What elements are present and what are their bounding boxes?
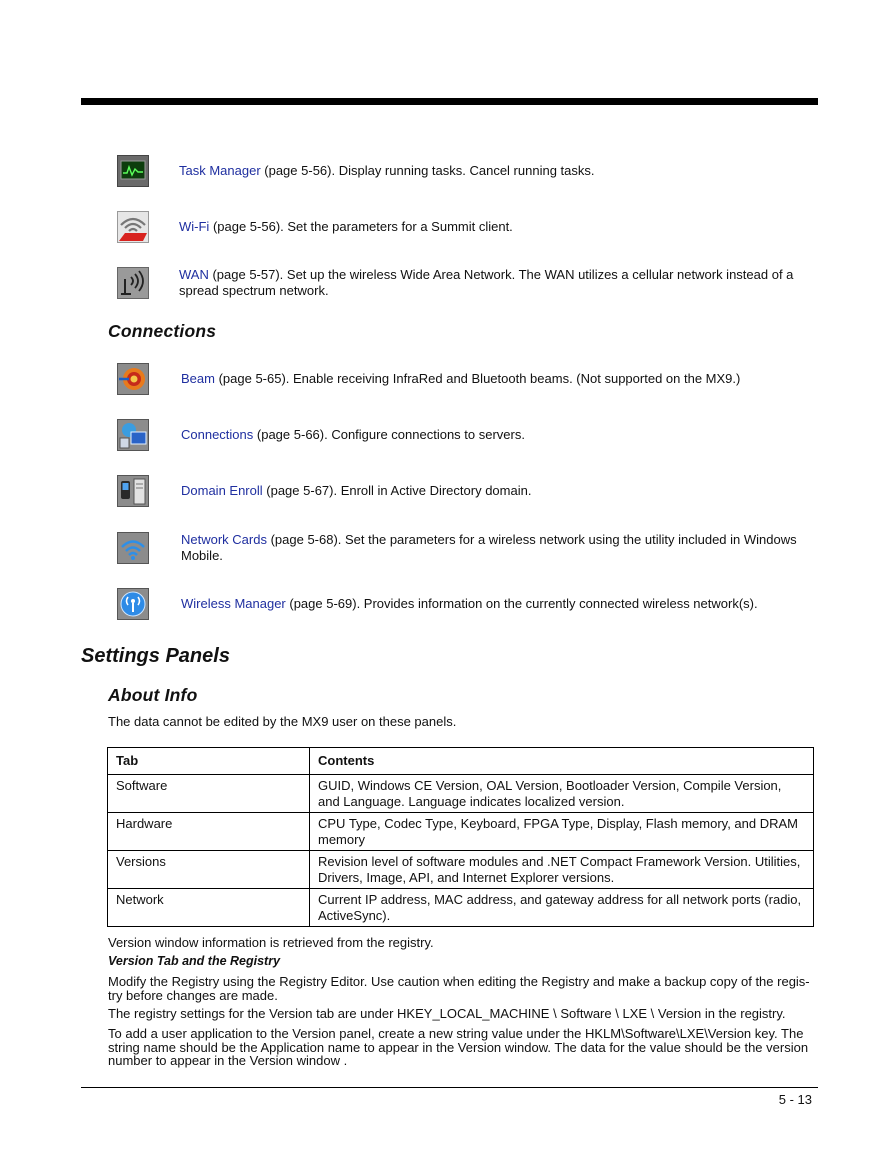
network-cards-link[interactable]: Network Cards (181, 532, 267, 547)
table-header-cell: Contents (310, 748, 814, 775)
table-cell-tab: Software (108, 775, 310, 813)
domain-enroll-icon (117, 475, 149, 507)
list-item-text: Wireless Manager (page 5-69). Provides information on the currently connected wireless network(s). (181, 596, 758, 611)
table-cell-tab: Network (108, 889, 310, 927)
registry-paragraph-2: The registry settings for the Version tab are under HKEY_LOCAL_MACHINE \ Software \ LXE \ Version in the registry. (108, 1006, 786, 1021)
task-manager-link[interactable]: Task Manager (179, 163, 261, 178)
version-info-text: Version window information is retrieved from the registry. (108, 935, 434, 950)
list-item-text: Task Manager (page 5-56). Display running tasks. Cancel running tasks. (179, 163, 595, 178)
table-row (108, 889, 814, 927)
wifi-link[interactable]: Wi-Fi (179, 219, 210, 234)
registry-paragraph-1: Modify the Registry using the Registry Editor. Use caution when editing the Registry and make a backup copy of the regis-try before changes are made. (108, 974, 810, 1003)
beam-link[interactable]: Beam (181, 371, 215, 386)
table-row (108, 813, 814, 851)
settings-panels-heading: Settings Panels (81, 645, 230, 667)
about-info-heading: About Info (108, 685, 198, 705)
table-cell-tab: Versions (108, 851, 310, 889)
table-cell-tab: Hardware (108, 813, 310, 851)
table-header-cell: Tab (108, 748, 310, 775)
list-item-text: Beam (page 5-65). Enable receiving InfraRed and Bluetooth beams. (Not supported on the MX9.) (181, 371, 741, 386)
connections-link[interactable]: Connections (181, 427, 254, 442)
table-cell-contents: CPU Type, Codec Type, Keyboard, FPGA Type, Display, Flash memory, and DRAM memory (310, 813, 814, 851)
table-header-row (108, 748, 814, 775)
about-intro-text: The data cannot be edited by the MX9 user on these panels. (108, 714, 457, 729)
footer-rule (81, 1087, 818, 1088)
wireless-manager-link[interactable]: Wireless Manager (181, 596, 286, 611)
connections-icon (117, 419, 149, 451)
table-cell-contents: Revision level of software modules and .NET Compact Framework Version. Utilities, Drivers, Image, API, and Internet Explorer versions. (310, 851, 814, 889)
about-info-table (107, 747, 814, 927)
beam-icon (117, 363, 149, 395)
connections-heading: Connections (108, 321, 217, 341)
table-row (108, 851, 814, 889)
list-item-text: WAN (page 5-57). Set up the wireless Wide Area Network. The WAN utilizes a cellular network instead of a spread spectrum network. (179, 267, 794, 298)
wireless-manager-icon (117, 588, 149, 620)
list-item-text: Network Cards (page 5-68). Set the parameters for a wireless network using the utility included in Windows Mobile. (181, 532, 797, 563)
domain-enroll-link[interactable]: Domain Enroll (181, 483, 263, 498)
task-manager-icon (117, 155, 149, 187)
wan-antenna-icon (117, 267, 149, 299)
header-rule (81, 98, 818, 105)
table-cell-contents: Current IP address, MAC address, and gateway address for all network ports (radio, ActiveSync). (310, 889, 814, 927)
list-item-text: Connections (page 5-66). Configure connections to servers. (181, 427, 525, 442)
table-cell-contents: GUID, Windows CE Version, OAL Version, Bootloader Version, Compile Version, and Language. Language indicates localized version. (310, 775, 814, 813)
page-number: 5 - 13 (778, 1092, 812, 1107)
registry-paragraph-3: To add a user application to the Version panel, create a new string value under the HKLM\Software\LXE\Version key. The string name should be the Application name to appear in the Version window. The data for the value should be the version number to appear in the Version window . (108, 1026, 809, 1068)
network-cards-icon (117, 532, 149, 564)
list-item-text: Wi-Fi (page 5-56). Set the parameters for a Summit client. (179, 219, 513, 234)
wifi-summit-icon (117, 211, 149, 243)
registry-heading: Version Tab and the Registry (108, 954, 281, 968)
list-item-text: Domain Enroll (page 5-67). Enroll in Active Directory domain. (181, 483, 532, 498)
table-row (108, 775, 814, 813)
wan-link[interactable]: WAN (179, 267, 209, 282)
